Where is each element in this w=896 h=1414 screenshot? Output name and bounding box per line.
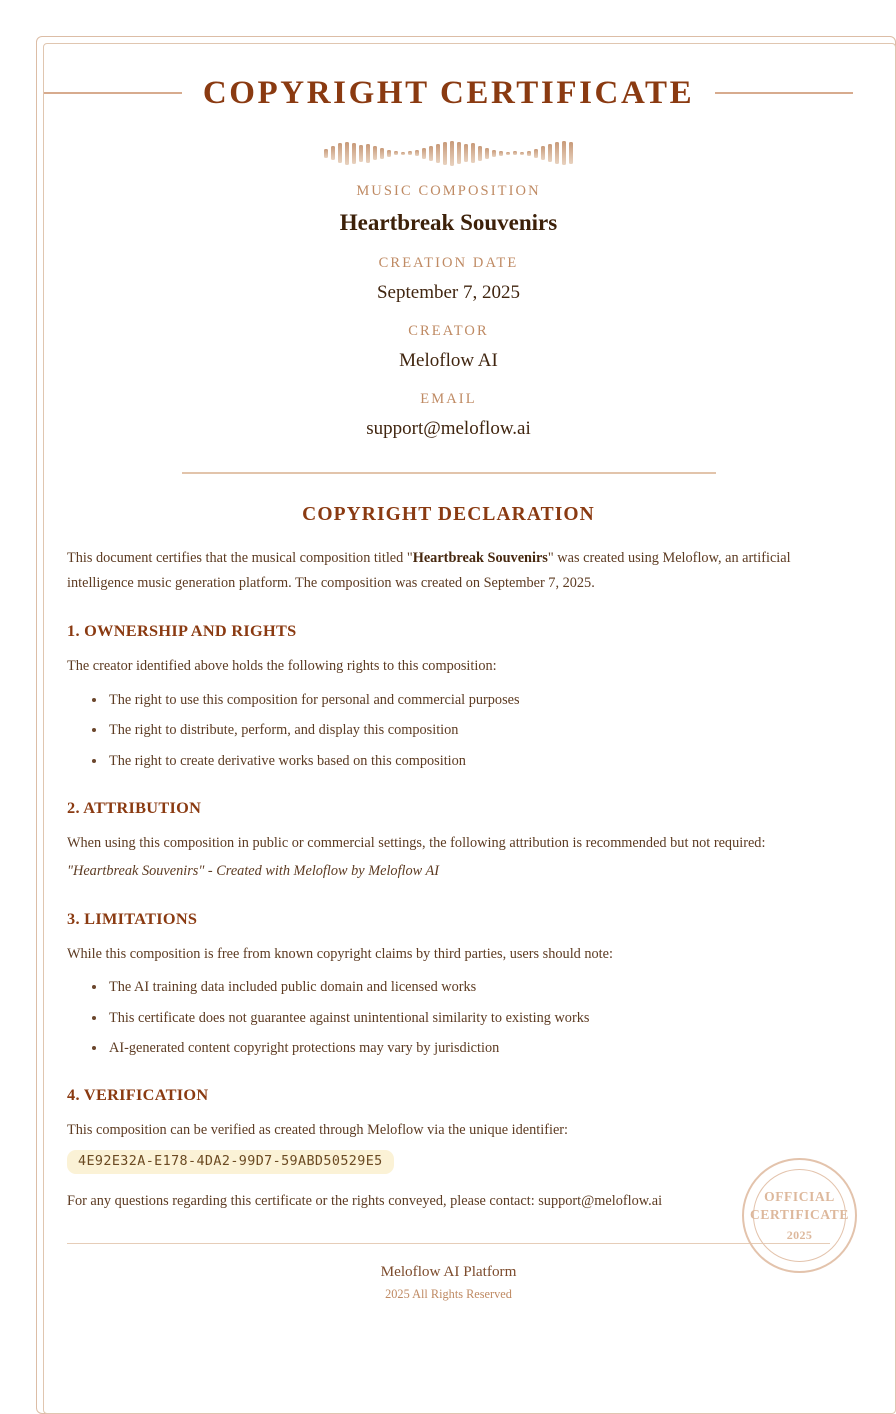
attribution-heading: 2. ATTRIBUTION <box>67 797 202 817</box>
ownership-intro: The creator identified above holds the following rights to this composition: <box>67 658 497 675</box>
list-item: The right to distribute, perform, and display this composition <box>89 719 830 741</box>
footer-rights-text: 2025 All Rights Reserved <box>385 1287 512 1302</box>
audio-waveform-icon <box>67 140 830 166</box>
waveform-bar <box>338 143 342 163</box>
official-seal <box>742 1158 857 1273</box>
seal-year: 2025 <box>786 1227 813 1242</box>
verification-intro: This composition can be verified as created through Meloflow via the unique identifier: <box>67 1121 569 1138</box>
footer-platform-name: Meloflow AI Platform <box>380 1263 517 1281</box>
waveform-bar <box>520 152 524 155</box>
waveform-bar <box>422 148 426 159</box>
verification-uuid[interactable]: 4E92E32A-E178-4DA2-99D7-59ABD50529E5 <box>67 1150 394 1174</box>
seal-label-certificate: CERTIFICATE <box>750 1206 849 1222</box>
attribution-statement: "Heartbreak Souvenirs" - Created with Meloflow by Meloflow AI <box>67 862 440 879</box>
declaration-text-before: This document certifies that the musical composition titled " <box>67 550 413 567</box>
list-item: The right to create derivative works based on this composition <box>89 750 830 772</box>
waveform-bar <box>492 150 496 157</box>
waveform-bar <box>534 149 538 158</box>
email-label: EMAIL <box>420 391 477 408</box>
declaration-heading: COPYRIGHT DECLARATION <box>302 504 595 526</box>
verification-heading: 4. VERIFICATION <box>67 1084 209 1104</box>
waveform-bar <box>408 151 412 155</box>
list-item: AI-generated content copyright protections may vary by jurisdiction <box>89 1037 830 1059</box>
waveform-bar <box>345 142 349 165</box>
limitations-heading: 3. LIMITATIONS <box>67 908 198 928</box>
waveform-bar <box>436 144 440 163</box>
header-rule-left <box>44 92 182 94</box>
seal-inner-ring <box>750 1169 849 1262</box>
composition-title: Heartbreak Souvenirs <box>339 210 558 236</box>
waveform-bar <box>499 151 503 156</box>
waveform-bar <box>352 143 356 164</box>
waveform-bar <box>415 150 419 156</box>
waveform-bar <box>443 142 447 165</box>
seal-label-official: OFFICIAL <box>764 1189 835 1205</box>
waveform-bar <box>457 142 461 164</box>
waveform-bar <box>450 141 454 166</box>
email-value: support@meloflow.ai <box>366 418 531 440</box>
waveform-bar <box>394 151 398 155</box>
list-item: The right to use this composition for personal and commercial purposes <box>89 689 830 711</box>
page-title: COPYRIGHT CERTIFICATE <box>202 75 695 111</box>
waveform-bar <box>555 142 559 164</box>
verification-uuid-wrap <box>67 1150 830 1174</box>
waveform-bar <box>387 150 391 157</box>
ownership-heading: 1. OWNERSHIP AND RIGHTS <box>67 621 297 641</box>
list-item: The AI training data included public domain and licensed works <box>89 976 830 998</box>
waveform-bar <box>464 144 468 162</box>
attribution-intro: When using this composition in public or commercial settings, the following attribution is recommended but not required: <box>67 834 766 851</box>
waveform-bar <box>527 151 531 156</box>
waveform-bar <box>324 149 328 158</box>
creator-label: CREATOR <box>408 323 489 340</box>
waveform-bar <box>366 144 370 163</box>
waveform-bar <box>541 146 545 160</box>
waveform-bar <box>562 141 566 165</box>
waveform-bar <box>380 148 384 159</box>
declaration-text-after: " was created using Meloflow, an artificial intelligence music generation platform. The composition was created on September 7, 2025. <box>67 550 791 591</box>
waveform-bar <box>471 143 475 163</box>
composition-type-label: MUSIC COMPOSITION <box>356 183 541 200</box>
certificate-header <box>67 75 830 111</box>
waveform-bar <box>506 152 510 155</box>
section-divider <box>182 472 716 474</box>
header-rule-right <box>715 92 853 94</box>
waveform-bar <box>359 145 363 162</box>
waveform-bar <box>401 152 405 155</box>
footer-divider <box>67 1243 830 1245</box>
waveform-bar <box>373 146 377 160</box>
waveform-bar <box>478 146 482 161</box>
certificate-content <box>67 43 830 1414</box>
declaration-paragraph <box>67 546 830 595</box>
creator-value: Meloflow AI <box>399 350 498 372</box>
list-item: This certificate does not guarantee against unintentional similarity to existing works <box>89 1007 830 1029</box>
ownership-rights-list <box>67 689 830 771</box>
waveform-bar <box>485 148 489 159</box>
limitations-intro: While this composition is free from known copyright claims by third parties, users should note: <box>67 945 613 962</box>
waveform-bar <box>331 146 335 160</box>
waveform-bar <box>513 151 517 155</box>
waveform-bar <box>569 142 573 164</box>
creation-date-label: CREATION DATE <box>378 255 519 272</box>
verification-contact: For any questions regarding this certificate or the rights conveyed, please contact: support@meloflow.ai <box>67 1192 663 1209</box>
waveform-bar <box>548 144 552 162</box>
declaration-work-title: Heartbreak Souvenirs <box>412 550 548 567</box>
waveform-bar <box>429 146 433 161</box>
creation-date-value: September 7, 2025 <box>376 282 520 304</box>
limitations-list <box>67 976 830 1058</box>
